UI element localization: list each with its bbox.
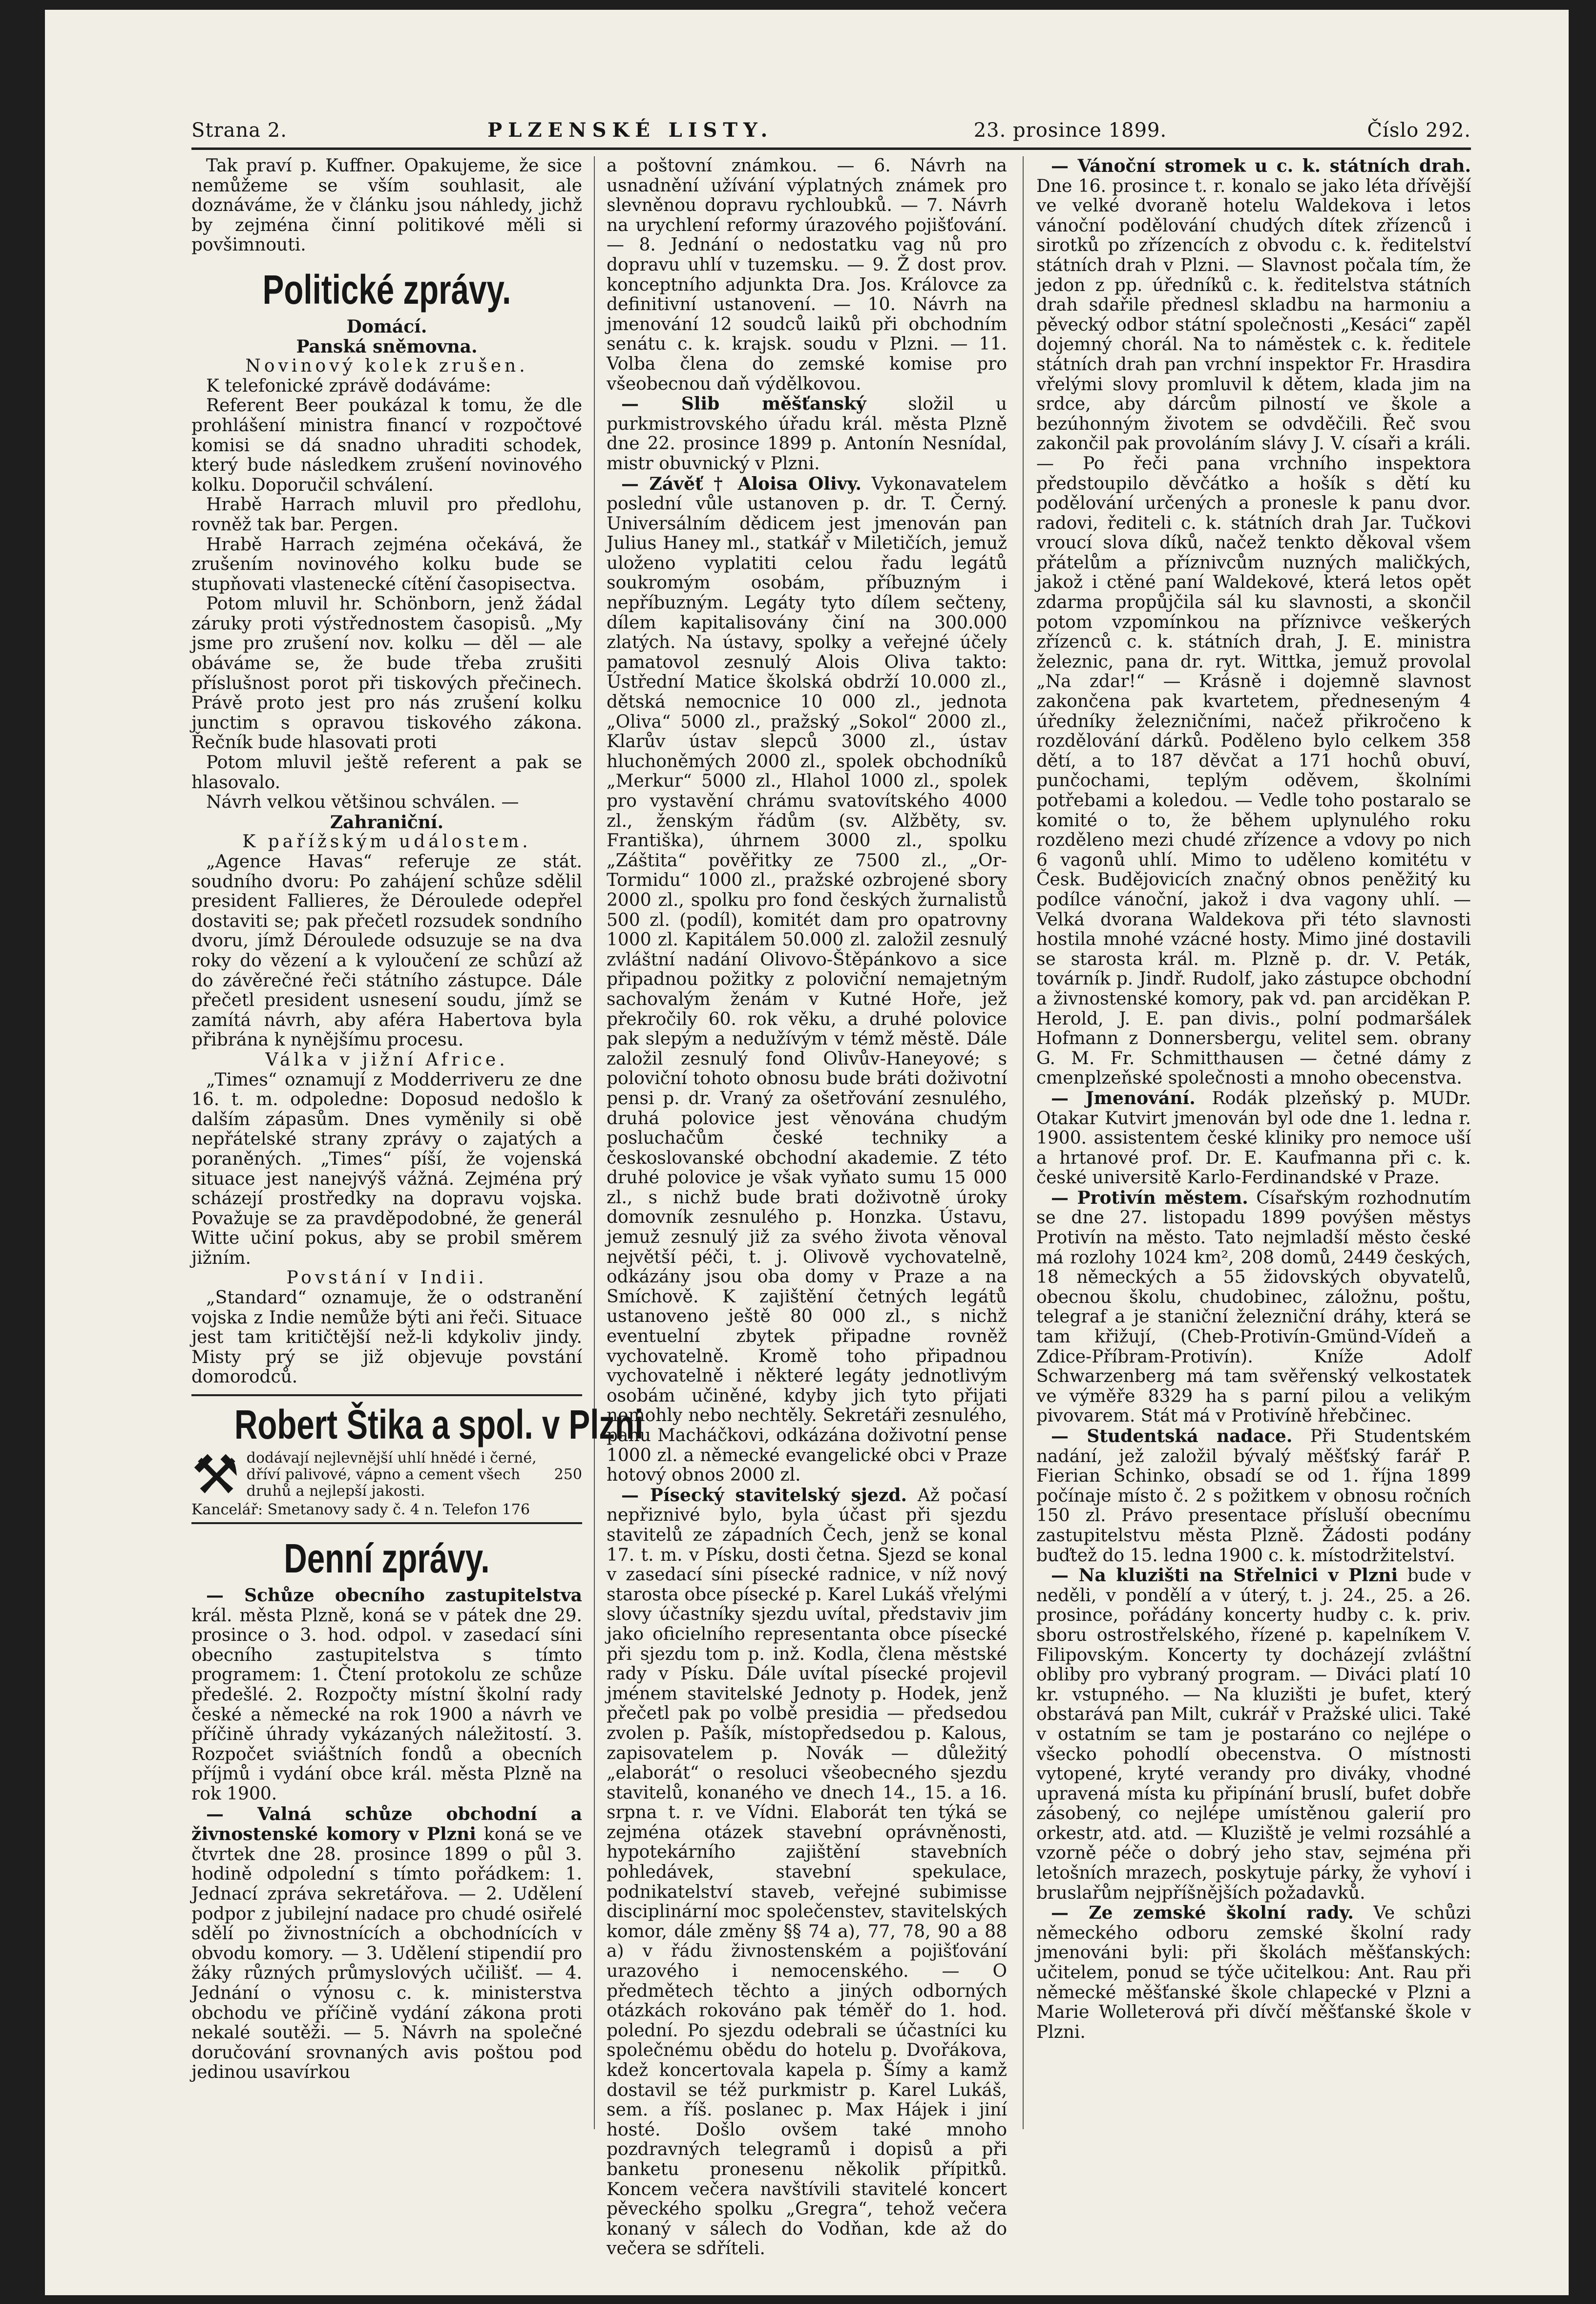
news-lead: — Vánoční stromek u c. k. státních drah. [1051,156,1471,176]
ad-number: 250 [554,1466,582,1484]
news-text: Císařským rozhodnutím se dne 27. listopadu 1899 povýšen městys Protivín na město. Tato nejmladší město české má rozlohy 1024 km², 208 domů, 2449 českých, 18 německých a 55 židovských obyvatelů, obecnou školu, chudobinec, záložnu, poštu, telegraf a je staniční železniční dráhy, která se tam křižují, (Cheb-Protivín-Gmünd-Vídeň a Zdice-Příbram-Protivín). Kníže Adolf Schwarzenberg má tam svěřenský velkostatek ve výměře 8329 ha s parní pilou a velikým pivovarem. Stát má v Protivíně hřebčinec. [1036,1188,1471,1426]
news-text: Při Studentském nadání, jež založil bývalý měšťský farář P. Fierian Schinko, obsadí se od 1. října 1899 počínaje místo č. 2 s požitkem v obnosu ročních 150 zl. Právo presentace přísluší obecnímu zastupitelstvu města Plzně. Žádosti podány buďtež do 15. ledna 1900 c. k. místodržitelství. [1036,1426,1471,1566]
ad-footer: Kancelář: Smetanovy sady č. 4 n. Telefon 176 [191,1501,530,1519]
news-item [1036,1903,1471,2042]
issue-date: 23. prosince 1899. [973,119,1167,142]
news-text: Až počasí nepřiznivé bylo, byla účast při sjezdu stavitelů ze západních Čech, jenž se konal 17. t. m. v Písku, dosti četna. Sjezd se konal v zasedací síni písecké radnice, v níž nový starosta obce písecké p. Karel Lukáš vřelými slovy účastníky sjezdu uvítal, představiv jim jako oficielního representanta obce písecké při sjezdu tom p. inž. Kodla, člena městské rady v Písku. Dále uvítal písecké projevil jménem stavitelské Jednoty p. Hodek, jenž přečetl pak po volbě presidia — předsedou zvolen p. Pašík, místopředsedou p. Kalous, zapisovatelem p. Novák — důležitý „elaborát“ o resoluci všeobecného sjezdu stavitelů, konaného ve dnech 14., 15. a 16. srpna t. r. ve Vídni. Elaborát ten týká se zejména otázek stavební oprávněnosti, hypotekárního zajištění stavebních pohledávek, stavební spekulace, podnikatelství staveb, veřejné subimisse disciplinární moc společenstev, stavitelských komor, dále změny §§ 74 a), 77, 78, 90 a 88 a) v řádu živnostenském a pojišťování urazového i nemocenského. — O předmětech těchto a jiných odborných otázkách rokováno pak téměř do 1. hod. polední. Po sjezdu odebrali se účastníci ku společnému obědu do hotelu p. Dvořákova, kdež koncertovala kapela p. Šímy a kamž dostavil se též purkmistr p. Karel Lukáš, sem. a říš. poslanec p. Max Hájek i jiní hosté. Došlo ovšem také mnoho pozdravných telegramů i dopisů a při banketu pronesenu několik přípitků. Koncem večera navštívili stavitelé koncert pěveckého spolku „Gregra“, tehož večera konaný v sálech do Vodňan, kde až do večera se sdříteli. [607,1485,1007,2259]
article-paragraph: „Agence Havas“ referuje ze stát. soudního dvoru: Po zahájení schůze sdělil president Fallieres, že Déroulede odepřel dostaviti se; pak přečetl rozsudek sondního dvoru, jímž Déroulede odsuzuje se na dva roky do vězení a k vyloučení ze schůzí až do závěrečné řeči státního zástupce. Dále přečetl president usnesení soudu, jímž se zamítá návrh, aby aféra Habertova byla přibrána k nynějšímu procesu. [191,852,582,1050]
news-text: složil u purkmistrovského úřadu král. města Plzně dne 22. prosince 1899 p. Antonín Nesnídal, mistr obuvnický v Plzni. [607,394,1007,474]
article-paragraph: Tak praví p. Kuffner. Opakujeme, že sice nemůžeme se vším souhlasit, ale doznáváme, že v článku jsou náhledy, jichž by zejména činní politikové měli si povšimnouti. [191,156,582,255]
column-divider [594,156,595,2129]
ad-title: Robert Štika a spol. v Plzni [234,1402,644,1448]
news-text: Ve schůzi německého odboru zemské školní rady jmenováni byli: při školách měšťanských: učitelem, ponud se týče učitelkou: Ant. Rau při německé měšťanské škole chlapecké v Plzni a Marie Wolleterová při dívčí měšťanské škole v Plzni. [1036,1903,1471,2042]
article-paragraph: Potom mluvil hr. Schönborn, jenž žádal záruky proti výstřednostem časopisů. „My jsme pro zrušení nov. kolku — děl — ale obáváme se, že bude třeba zrušiti příslušnost porot při tiskových přečinech. Právě proto jest pro nás zrušení kolku junctim s opravou tiskového zákona. Řečník bude hlasovati proti [191,594,582,753]
newspaper-page [45,10,1569,2295]
column-divider [1023,156,1024,2129]
news-item [1036,1188,1471,1426]
subsection-heading: Domácí. [346,316,427,337]
hammer-pick-icon: ⚒ [191,1444,240,1507]
article-heading: Novinový kolek zrušen. [245,356,528,377]
column-1 [191,156,644,2129]
article-paragraph: „Standard“ oznamuje, že o odstranění vojska z Indie nemůže býti ani řeči. Situace jest tam kritičtější než-li kdykoliv jindy. Misty prý se již objevuje povstání domorodců. [191,1288,582,1387]
article-heading: Povstání v Indii. [286,1268,487,1288]
news-lead: — Studentská nadace. [1051,1426,1293,1446]
news-lead: — Valná schůze obchodní a živnostenské komory v Plzni [191,1803,582,1845]
news-item [607,1486,1007,2259]
article-paragraph: Potom mluvil ještě referent a pak se hlasovalo. [191,753,582,793]
column-2 [607,156,1007,2259]
issue-number: Číslo 292. [1367,119,1471,142]
article-heading: Válka v jižní Africe. [265,1049,508,1070]
news-text: Rodák plzeňský p. MUDr. Otakar Kutvirt jmenován byl ode dne 1. ledna r. 1900. assistentem české kliniky pro nemoce uší a hrtanové prof. Dr. E. Kaufmanna při c. k. české universitě Karlo-Ferdinandské v Praze. [1036,1088,1471,1188]
news-item [1036,156,1471,1089]
news-lead: — Schůze obecního zastupitelstva [206,1585,582,1606]
article-heading: K pařížským událostem. [242,832,531,852]
news-item [607,474,1007,1486]
subsection-heading: Zahraniční. [330,812,444,833]
ad-body [191,1444,582,1507]
subsection-heading: Panská sněmovna. [296,336,478,357]
section-title-denni: Denní zprávy. [284,1535,490,1582]
page-header [191,103,1471,142]
page-number: Strana 2. [191,119,287,142]
advertisement [191,1394,644,1524]
news-item [191,1586,582,1804]
news-lead: — Ze zemské školní rady. [1051,1903,1354,1924]
article-paragraph: Referent Beer poukázal k tomu, že dle prohlášení ministra financí v rozpočtové komisi se dá snadno uhraditi schodek, který bude následkem zrušení novinového kolku. Doporučil schválení. [191,396,582,495]
section-title-politicke: Politické zprávy. [262,266,511,313]
article-paragraph: Hrabě Harrach zejména očekává, že zrušením novinového kolku bude se stupňovati vlastenecké cítění časopisectva. [191,534,582,594]
news-item [191,1804,582,2083]
news-text: koná se ve čtvrtek dne 28. prosince 1899 o půl 3. hodině odpolední s tímto pořádkem: 1. Jednací zpráva sekretářova. — 2. Udělení podpor z jubilejní nadace pro chudé osiřelé sdělí po živnostnících a obchodnících v obvodu komory. — 3. Udělení stipendií pro žáky různých průmyslových učilišť. — 4. Jednání o výnosu c. k. ministerstva obchodu ve příčině vydání zákona proti nekalé soutěži. — 5. Návrh na společné doručování srovnaných avis poštou pod jedinou usavírkou [191,1824,582,2083]
header-rule [191,147,1471,150]
news-item [1036,1566,1471,1903]
article-paragraph: Návrh velkou většinou schválen. — [206,792,519,813]
news-lead: — Závěť † Aloisa Olivy. [621,473,861,494]
news-text: král. města Plzně, koná se v pátek dne 29. prosince o 3. hod. odpol. v zasedací síni obecního zastupitelstva s tímto programem: 1. Čtení protokolu ze schůze předešlé. 2. Rozpočty místní školní rady české a německé na rok 1900 a návrh ve příčině úhrady vykázaných náležitostí. 3. Rozpočet sviáštních fondů a obecních příjmů i vydání obce král. města Plzně na rok 1900. [191,1605,582,1804]
article-paragraph: K telefonické zprávě dodáváme: [206,376,491,396]
article-paragraph: Hrabě Harrach mluvil pro předlohu, rovněž tak bar. Pergen. [191,495,582,535]
news-continuation: a poštovní známkou. — 6. Návrh na usnadnění užívání výplatných známek pro slevněnou dopravu rychloubků. — 7. Návrh na urychlení reformy úrazového pojišťování. — 8. Jednání o nedostatku vag nů pro dopravu uhlí v tuzemsku. — 9. Ž dost prov. konceptního adjunkta Dra. Jos. Královce za definitivní ustanovení. — 10. Návrh na jmenování 12 soudců laiků při obchodním senátu c. k. krajsk. soudu v Plzni. — 11. Volba člena do zemské komise pro všeobecnou daň výdělkovou. [607,156,1007,394]
news-lead: — Protivín městem. [1051,1187,1248,1208]
news-lead: — Jmenování. [1051,1088,1196,1109]
news-text: Dne 16. prosince t. r. konalo se jako léta dřívější ve velké dvoraně hotelu Waldekova i letos vánoční podělování chudých dítek zřízenců i sirotků po zřízencích z obvodu c. k. ředitelství státních drah v Plzni. — Slavnost počala tím, že jedon z pp. úředníků c. k. ředitelstva státních drah sdařile přednesl skladbu na harmoniu a pěvecký odbor státní společnosti „Kesáci“ zapěl dojemný chorál. Na to náměstek c. k. ředitele státních drah pan vrchní inspektor Fr. Hrasdira vřelými slovy promluvil k dětem, klada jim na srdce, aby dárcům pilností ve škole a bezúhonným životem se odvděčili. Řeč svou zakončil pak provoláním slávy J. V. císaři a králi. — Po řeči pana vrchního inspektora předstoupilo děvčátko a hošík s dětí ku podělování určených a pronesle k panu dvor. radovi, řediteli c. k. státních drah Jar. Tučkovi vroucí slova díků, načež tenkto děkoval všem přátelům a příznivcům nuzných maličkých, jakož i ctěné paní Waldekové, která letos opět zdarma propůjčila sál ku slavnosti, a skončil potom vzpomínkou na příznivce veškerých zřízenců c. k. státních drah, J. E. ministra železnic, pana dr. ryt. Wittka, jemuž provolal „Na zdar!“ — Krásně i dojemně slavnost zakončena pak kvartetem, předneseným 4 úředníky železničními, načež přikročeno k rozdělování dárků. Poděleno bylo celkem 358 dětí, a to 187 děvčat a 171 hochů obuví, punčochami, teplým oděvem, školními potřebami a koledou. — Vedle toho postaralo se komité o to, že během uplynulého roku rozděleno mezi chudé zřízence a vdovy po nich 6 vagonů uhlí. Mimo to uděleno komitétu v Česk. Budějovicích značný obnos peněžitý ku podílce vánoční, jakož i dva vagony uhlí. — Velká dvorana Waldekova při této slavnosti hostila mnohé vzácné hosty. Mimo jiné dostavili se starosta král. m. Plzně p. dr. V. Peták, továrník p. Jindř. Rudolf, jako zástupce obchodní a živnostenské komory, pak vd. pan arciděkan P. Herold, J. E. pan divis., polní podmaršálek Hofmann z Donnersbergu, velitel sem. obrany G. M. Fr. Schmitthausen — četné dámy z cmenplzeňské společnosti a mnoho obecenstva. [1036,176,1471,1089]
news-item [1036,1426,1471,1566]
news-text: Vykonavatelem poslední vůle ustanoven p. dr. T. Černý. Universálním dědicem jest jmenován pan Julius Haney ml., statkář v Miletičích, jemuž uloženo vyplatiti celou řadu legátů soukromým osobám, příbuzným i nepříbuzným. Legáty tyto dílem sečteny, dílem kapitalisovány činí na 300.000 zlatých. Na ústavy, spolky a veřejné účely pamatovol zesnulý Alois Oliva takto: Ústřední Matice školská obdrží 10.000 zl., dětská nemocnice 10 000 zl., jednota „Oliva“ 5000 zl., pražský „Sokol“ 2000 zl., Klarův ústav slepců 3000 zl., ústav hluchoněmých 2000 zl., spolek obchodníků „Merkur“ 5000 zl., Hlahol 1000 zl., spolek pro vystavění chrámu svatovítského 4000 zl., ženským řádům (sv. Alžběty, sv. Františka), úhrnem 3000 zl., spolku „Záštita“ pověřitky ze 7500 zl., „Or-Tormidu“ 1000 zl., pražské ozbrojené sbory 2000 zl., spolku pro fond českých žurnalistů 500 zl. (podíl), komitét dam pro opatrovny 1000 zl. Kapitálem 50.000 zl. založil zesnulý zvláštní nadání Olivovo-Štěpánkovo a sice připadnou požitky z poloviční nemajetným sachovalým ženám v Kutné Hoře, jež překročily 60. rok věku, a druhé polovice pak slepým a nedužívým v témž městě. Dále založil zesnulý fond Olivův-Haneyové; s poloviční tohoto obnosu bude bráti doživotní pensi p. dr. Vraný za ošetřování zesnulého, druhá polovice jest věnována chudým posluchačům české techniky a českoslovanské obchodní akademie. Z této druhé polovice je však vyňato sumu 15 000 zl., s nichž bude brati doživotně úroky domovník zesnulého p. Honzka. Ústavu, jemuž zesnulý již za svého života věnoval největší péči, t. j. Olivově vychovatelně, odkázány jsou oba domy v Praze a na Smíchově. K zajištění četných legátů ustanoveno ještě 80 000 zl., s nichž eventuelní zbytek připadne rovněž vychovatelně. Kromě toho připadnou vychovatelně i některé legáty jednotlivým osobám učiněné, kdyby jich tyto přijati nemohly nebo nechtěly. Sekretáři zesnulého, panu Macháčkovi, odkázána doživotní pense 1000 zl. a německé evangelické obci v Praze hotový obnos 2000 zl. [607,474,1007,1486]
news-lead: — Slib měšťanský [621,394,866,415]
column-3 [1036,156,1471,2129]
news-item [607,394,1007,474]
news-text: bude v neděli, v pondělí a v úterý, t. j. 24., 25. a 26. prosince, pořádány koncerty hudby c. k. priv. sboru ostrostřelského, řízené p. kapelníkem V. Filipovským. Koncerty ty docházejí zvláštní obliby pro vybraný program. — Diváci platí 10 kr. vstupného. — Na kluzišti je bufet, který obstarává pan Milt, cukrář v Pražské ulici. Také v ostatním se tam je postaráno co nejlépe o všecko pohodlí obecenstva. O místnosti vytopené, kryté verandy pro diváky, vhodné upravená místa ku připínání bruslí, bufet dobře zásobený, co nejlépe umístěnou galerií pro orkestr, atd. atd. — Kluziště je velmi rozsáhlé a vzorně péče o dobrý jeho stav, sejména při letošních mrazech, poskytuje párky, že vyhoví i bruslařům nejpříšnějších požadavků. [1036,1566,1471,1903]
newspaper-title: PLZENSKÉ LISTY. [487,119,774,142]
ad-text: dodávají nejlevnější uhlí hnědé i černé, dříví palivové, vápno a cement všech druhů a nejlepší jakosti. [246,1449,537,1500]
news-lead: — Písecký stavitelský sjezd. [621,1485,907,1506]
news-item [1036,1089,1471,1188]
news-lead: — Na kluzišti na Střelnici v Plzni [1051,1565,1398,1586]
article-paragraph: „Times“ oznamují z Modderriveru ze dne 16. t. m. odpoledne: Doposud nedošlo k dalším zápasům. Dnes vyměnily si obě nepřátelské strany zprávy o zajatých a poraněných. „Times“ píší, že vojenská situace jest nanejvýš vážná. Zejména prý scházejí prostředky na dopravu vojska. Považuje se za pravděpodobné, že generál Witte učiní pokus, aby se probil směrem jižním. [191,1069,582,1268]
